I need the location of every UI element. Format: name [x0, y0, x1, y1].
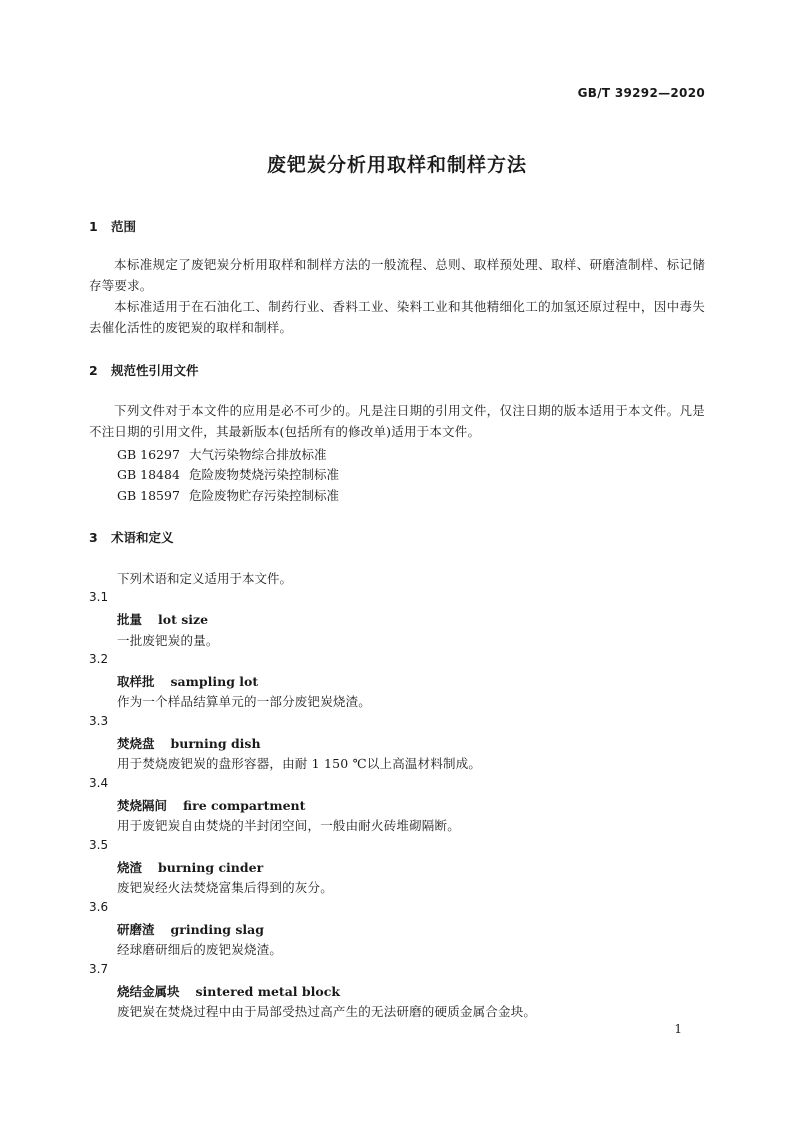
section-heading-3 [89, 528, 174, 546]
term-entry [117, 672, 258, 690]
reference-code: GB 16297 [117, 447, 180, 462]
scope-paragraph-2: 本标准适用于在石油化工、制药行业、香料工业、染料工业和其他精细化工的加氢还原过程中，因中毒失去催化活性的废钯炭的取样和制样。 [89, 299, 705, 335]
section-heading-2 [89, 361, 199, 379]
term-entry [117, 796, 305, 814]
term-number: 3.5 [89, 838, 109, 852]
reference-name: 大气污染物综合排放标准 [189, 447, 327, 462]
term-definition: 用于废钯炭自由焚烧的半封闭空间，一般由耐火砖堆砌隔断。 [117, 818, 460, 833]
term-definition: 作为一个样品结算单元的一部分废钯炭烧渣。 [117, 694, 372, 709]
standard-code: GB/T 39292—2020 [577, 86, 705, 100]
section-number: 3 [89, 530, 98, 545]
section-title: 术语和定义 [111, 530, 174, 545]
scope-paragraph-1: 本标准规定了废钯炭分析用取样和制样方法的一般流程、总则、取样预处理、取样、研磨渣制样、标记储存等要求。 [89, 257, 705, 293]
section-title: 范围 [111, 219, 137, 234]
section-number: 2 [89, 363, 98, 378]
term-number: 3.3 [89, 714, 109, 728]
term-definition: 用于焚烧废钯炭的盘形容器，由耐 1 150 ℃以上高温材料制成。 [117, 756, 482, 771]
term-zh: 烧渣 [117, 860, 143, 875]
term-en: fire compartment [183, 798, 306, 813]
term-zh: 焚烧隔间 [117, 798, 168, 813]
term-definition: 经球磨研细后的废钯炭烧渣。 [117, 942, 283, 957]
term-number: 3.6 [89, 900, 109, 914]
reference-item [117, 486, 339, 504]
section-title: 规范性引用文件 [111, 363, 199, 378]
term-number: 3.7 [89, 962, 109, 976]
section-number: 1 [89, 219, 98, 234]
term-en: burning cinder [158, 860, 264, 875]
term-entry [117, 920, 264, 938]
section-heading-1 [89, 217, 136, 235]
reference-name: 危险废物焚烧污染控制标准 [189, 467, 340, 482]
reference-item [117, 465, 339, 483]
reference-code: GB 18597 [117, 488, 180, 503]
reference-name: 危险废物贮存污染控制标准 [189, 488, 340, 503]
term-definition: 废钯炭经火法焚烧富集后得到的灰分。 [117, 880, 333, 895]
term-en: sampling lot [170, 674, 259, 689]
term-zh: 研磨渣 [117, 922, 155, 937]
reference-item [117, 445, 327, 463]
term-en: sintered metal block [195, 984, 340, 999]
term-zh: 批量 [117, 612, 143, 627]
term-entry [117, 982, 340, 1000]
term-en: lot size [158, 612, 209, 627]
reference-code: GB 18484 [117, 467, 180, 482]
term-en: burning dish [170, 736, 261, 751]
term-zh: 取样批 [117, 674, 155, 689]
term-definition: 一批废钯炭的量。 [117, 633, 219, 648]
term-entry [117, 734, 261, 752]
term-zh: 焚烧盘 [117, 736, 155, 751]
page-number: 1 [674, 1022, 682, 1036]
term-number: 3.1 [89, 590, 109, 604]
term-entry [117, 858, 263, 876]
terms-intro: 下列术语和定义适用于本文件。 [117, 571, 293, 586]
document-title: 废钯炭分析用取样和制样方法 [266, 154, 527, 176]
term-definition: 废钯炭在焚烧过程中由于局部受热过高产生的无法研磨的硬质金属合金块。 [117, 1004, 537, 1019]
term-number: 3.2 [89, 652, 109, 666]
term-number: 3.4 [89, 776, 109, 790]
term-zh: 烧结金属块 [117, 984, 180, 999]
term-entry [117, 610, 208, 628]
term-en: grinding slag [170, 922, 264, 937]
normative-references-paragraph: 下列文件对于本文件的应用是必不可少的。凡是注日期的引用文件，仅注日期的版本适用于本文件。凡是不注日期的引用文件，其最新版本(包括所有的修改单)适用于本文件。 [89, 403, 705, 439]
